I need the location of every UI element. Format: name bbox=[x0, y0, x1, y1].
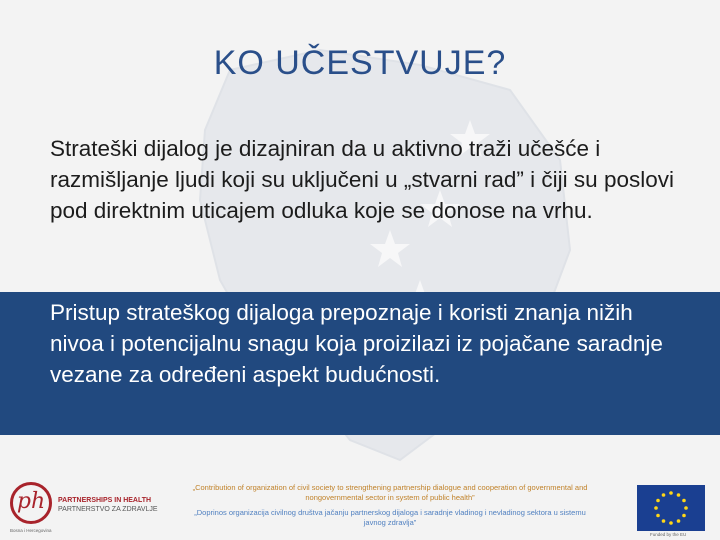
eu-star-icon bbox=[682, 514, 686, 518]
logo-line-1: PARTNERSHIPS IN HEALTH bbox=[58, 497, 152, 504]
eu-star-icon bbox=[677, 519, 681, 523]
footer bbox=[0, 470, 720, 540]
logo-subtitle: Bosna i Hercegovina bbox=[10, 528, 52, 533]
slide-title: KO UČESTVUJE? bbox=[213, 44, 507, 82]
eu-caption: Funded by the EU bbox=[650, 532, 687, 537]
paragraph-intro: Strateški dijalog je dizajniran da u aktivno traži učešće i razmišljanje ljudi koji su uključeni u „stvarni rad” i čiji su poslovi pod direktnim uticajem odluka koje se donose na vrhu. bbox=[50, 136, 674, 223]
eu-star-icon bbox=[654, 506, 658, 510]
eu-star-icon bbox=[669, 521, 673, 525]
eu-star-icon bbox=[656, 514, 660, 518]
eu-star-icon bbox=[684, 506, 688, 510]
eu-star-icon bbox=[682, 499, 686, 503]
partnerships-in-health-logo bbox=[8, 480, 158, 536]
ph-logo-mark: ph bbox=[10, 482, 52, 524]
logo-line-2: PARTNERSTVO ZA ZDRAVLJE bbox=[58, 506, 158, 513]
eu-star-icon bbox=[662, 493, 666, 497]
eu-star-icon bbox=[669, 491, 673, 495]
project-title-en: „Contribution of organization of civil society to strengthening partnership dialogue and cooperation of governmental and nongovernmental sector in system of public health” bbox=[192, 483, 588, 502]
project-title-bs: „Doprinos organizacija civilnog društva jačanju partnerskog dijaloga i saradnje vladinog i nevladinog sektora u sistemu javnog zdravlja” bbox=[194, 508, 586, 527]
eu-star-icon bbox=[662, 519, 666, 523]
eu-flag-icon bbox=[637, 485, 705, 531]
paragraph-highlight: Pristup strateškog dijaloga prepoznaje i koristi znanja nižih nivoa i potencijalnu snagu koja proizilazi iz pojačane saradnje vezane za određeni aspekt budućnosti. bbox=[50, 300, 663, 387]
eu-star-icon bbox=[656, 499, 660, 503]
eu-star-icon bbox=[677, 493, 681, 497]
